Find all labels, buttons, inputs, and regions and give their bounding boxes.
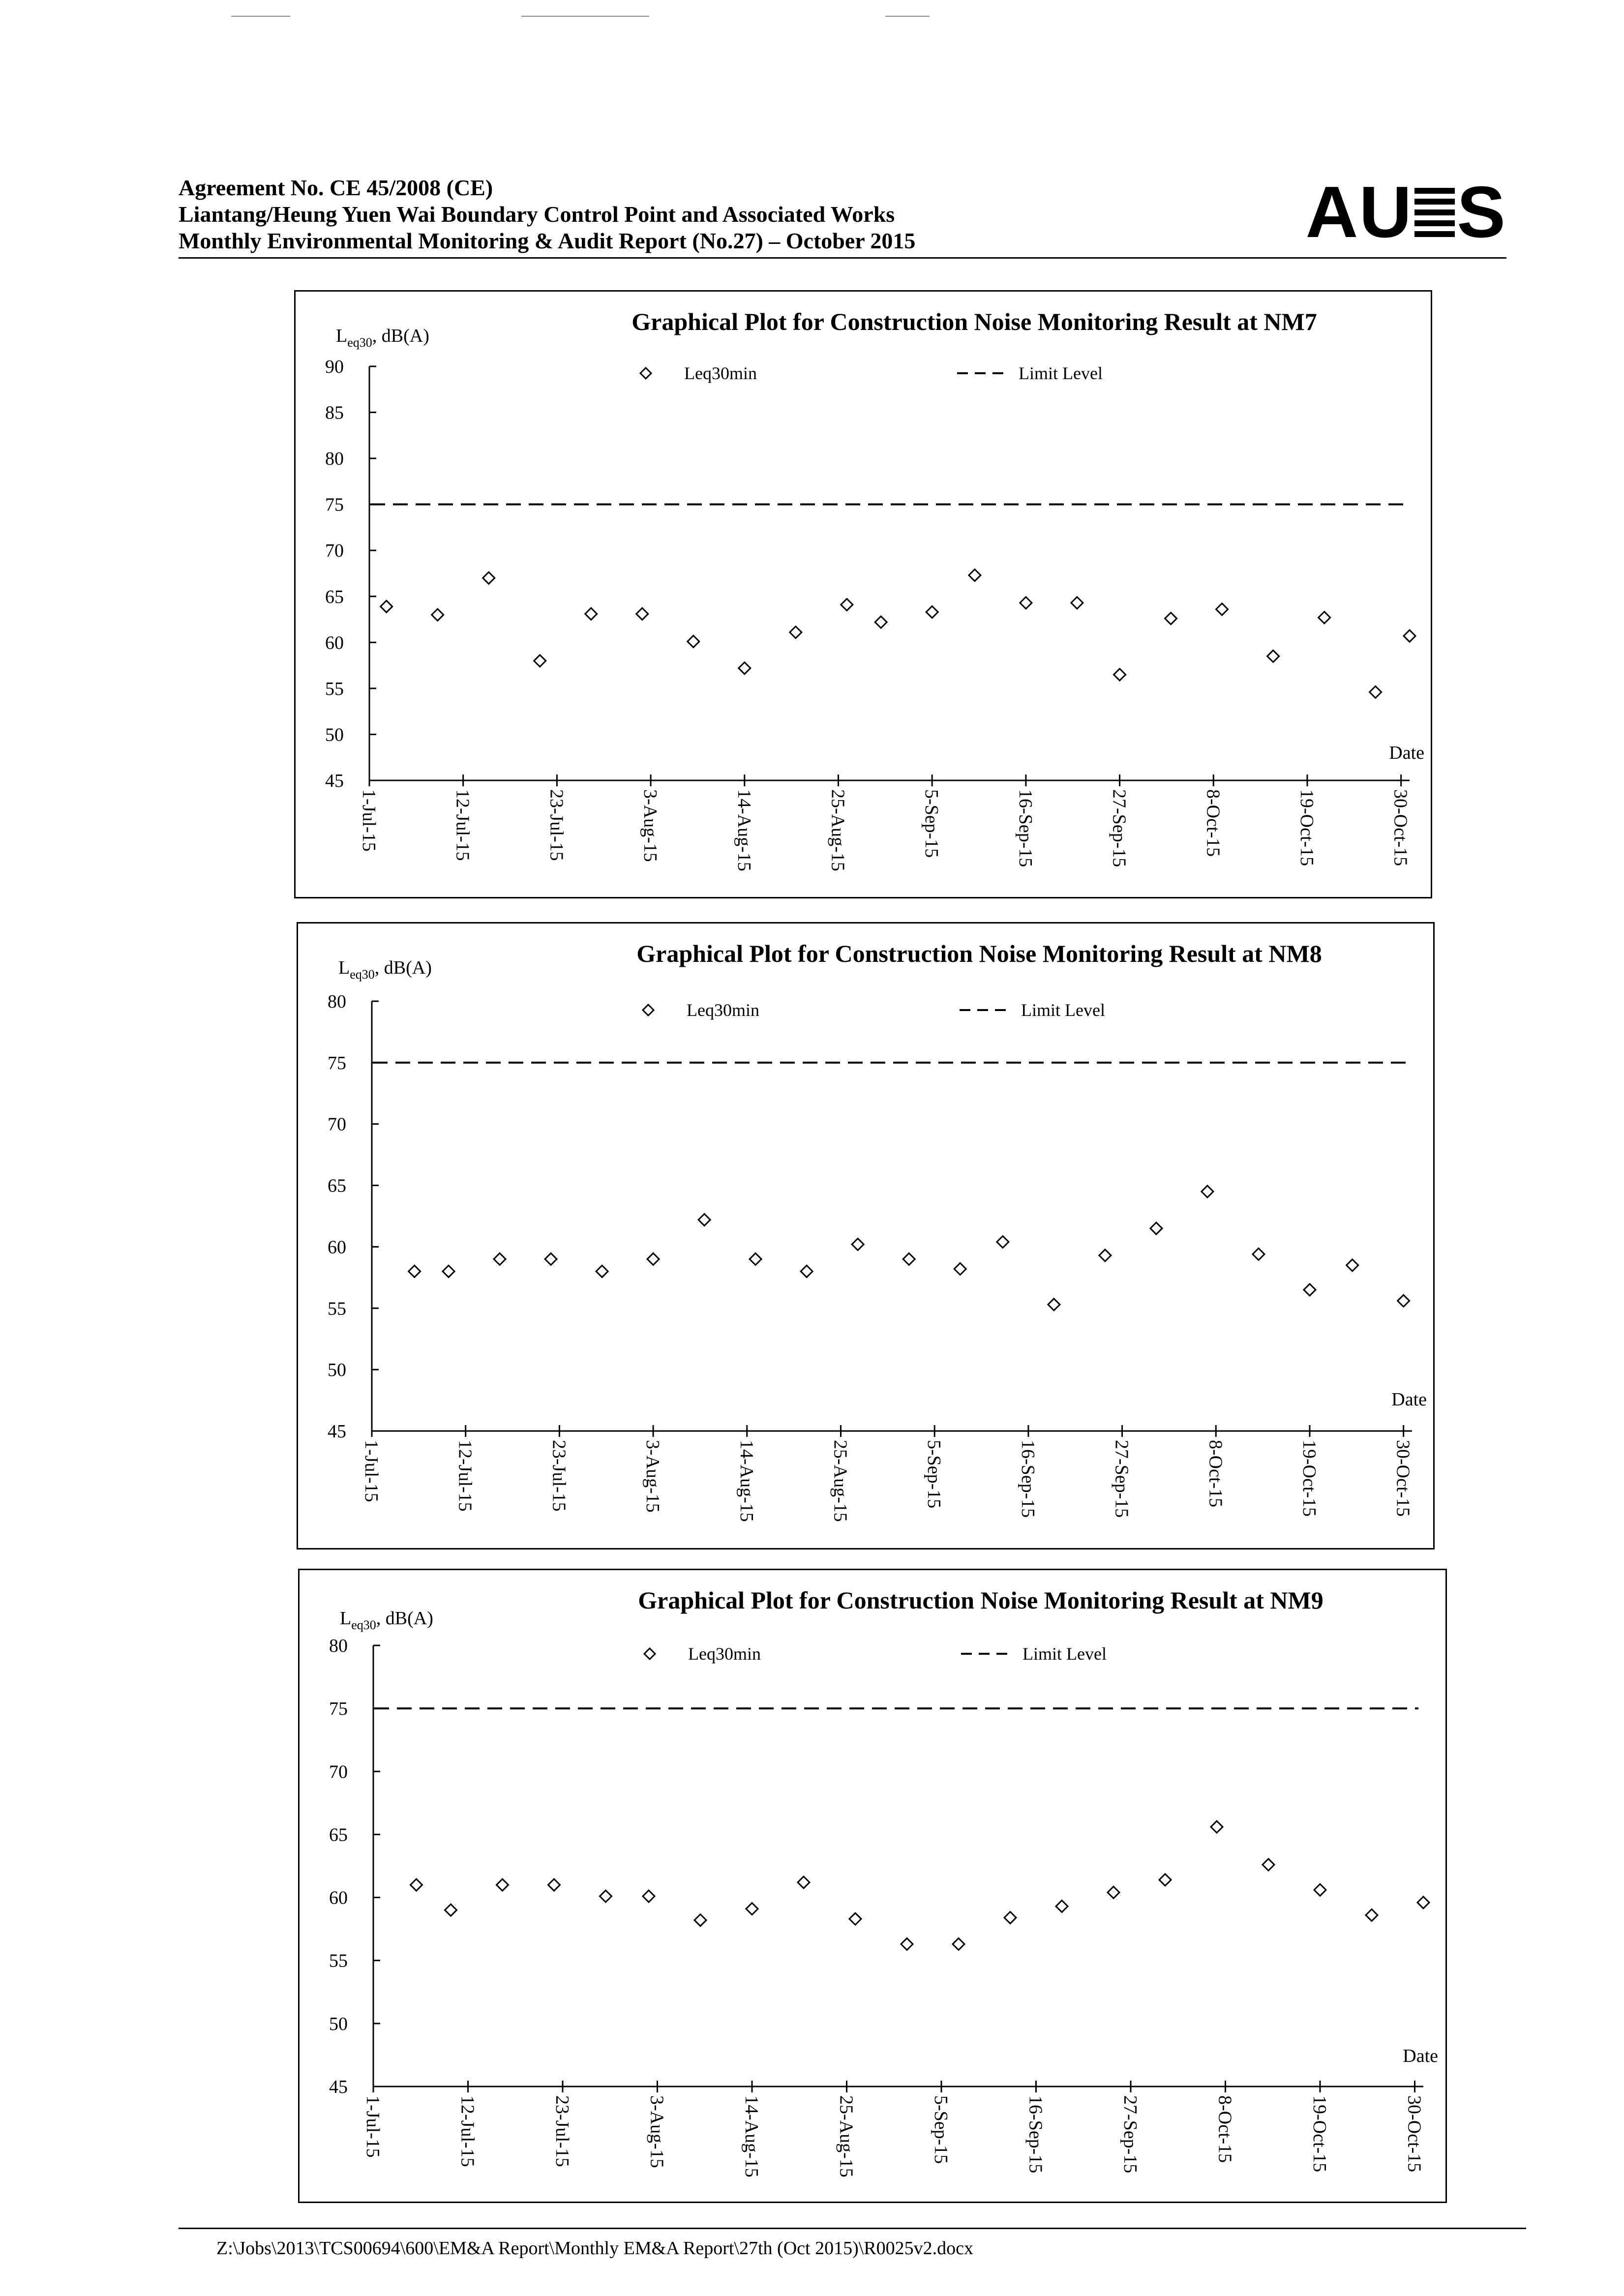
chart-nm7-svg (296, 292, 1431, 897)
data-point (841, 599, 853, 611)
legend-limit-label: Limit Level (1021, 1000, 1105, 1020)
data-point (1114, 669, 1126, 681)
y-tick-label: 65 (325, 586, 344, 607)
x-tick-label: 1-Jul-15 (362, 2095, 383, 2158)
x-axis-label: Date (1389, 743, 1424, 763)
file-path: Z:\Jobs\2013\TCS00694\600\EM&A Report\Monthly EM&A Report\27th (Oct 2015)\R0025v2.docx (216, 2238, 973, 2259)
chart-nm9 (298, 1569, 1447, 2203)
chart-nm9-svg (300, 1570, 1445, 2202)
data-point (1366, 1909, 1378, 1921)
y-tick-label: 70 (328, 1114, 346, 1135)
x-tick-label: 27-Sep-15 (1111, 1440, 1132, 1518)
data-point (1304, 1284, 1316, 1296)
y-tick-label: 60 (329, 1887, 348, 1908)
data-point (739, 662, 751, 674)
logo-striped-e (1414, 187, 1455, 237)
aues-logo: AU S (1305, 172, 1506, 253)
data-point (1108, 1886, 1119, 1898)
y-tick-label: 50 (328, 1360, 346, 1381)
x-tick-label: 19-Oct-15 (1296, 789, 1317, 866)
data-point (409, 1265, 421, 1277)
x-tick-label: 1-Jul-15 (361, 1440, 382, 1502)
scan-artifact (231, 16, 290, 17)
data-point (483, 572, 495, 584)
data-point (596, 1265, 608, 1277)
data-point (953, 1938, 964, 1950)
y-tick-label: 70 (325, 540, 344, 562)
data-point (1099, 1250, 1111, 1261)
x-tick-label: 30-Oct-15 (1390, 789, 1411, 866)
project-title: Liantang/Heung Yuen Wai Boundary Control Point and Associated Works (179, 202, 895, 227)
x-tick-label: 16-Sep-15 (1025, 2095, 1046, 2174)
x-tick-label: 19-Oct-15 (1298, 1440, 1320, 1517)
y-tick-label: 75 (329, 1699, 348, 1720)
x-tick-label: 3-Aug-15 (646, 2095, 667, 2168)
data-point (875, 616, 887, 628)
y-tick-label: 90 (325, 357, 344, 377)
data-point (1004, 1912, 1016, 1924)
x-tick-label: 25-Aug-15 (836, 2095, 857, 2177)
data-point (647, 1253, 659, 1265)
data-point (746, 1903, 758, 1915)
legend-marker-diamond (644, 1648, 655, 1659)
y-tick-label: 85 (325, 402, 344, 423)
y-tick-label: 50 (325, 724, 344, 745)
x-tick-label: 12-Jul-15 (457, 2095, 478, 2167)
data-point (1020, 597, 1032, 609)
y-tick-label: 75 (325, 494, 344, 515)
scan-artifact (885, 16, 930, 17)
y-tick-label: 45 (329, 2077, 348, 2097)
x-tick-label: 14-Aug-15 (741, 2095, 762, 2177)
x-tick-label: 25-Aug-15 (830, 1440, 851, 1522)
y-axis-label: $L_{eq30}$, dB(A) (336, 326, 429, 350)
data-point (1314, 1884, 1326, 1896)
x-tick-label: 27-Sep-15 (1120, 2095, 1141, 2174)
y-tick-label: 65 (329, 1824, 348, 1846)
data-point (1267, 650, 1279, 662)
x-tick-label: 25-Aug-15 (827, 789, 848, 871)
data-point (1319, 612, 1330, 624)
y-tick-label: 55 (328, 1298, 346, 1319)
data-point (1202, 1186, 1213, 1197)
y-tick-label: 60 (325, 632, 344, 654)
footer-rule (179, 2228, 1526, 2229)
x-tick-label: 3-Aug-15 (640, 789, 661, 862)
x-tick-label: 5-Sep-15 (931, 2095, 951, 2164)
data-point (1211, 1821, 1223, 1833)
data-point (643, 1890, 655, 1902)
y-tick-label: 55 (329, 1950, 348, 1971)
y-tick-label: 45 (325, 771, 344, 791)
chart-nm8 (297, 922, 1435, 1550)
legend-limit-label: Limit Level (1019, 363, 1103, 383)
data-point (954, 1263, 966, 1275)
x-tick-label: 8-Oct-15 (1203, 789, 1224, 857)
data-point (1165, 613, 1177, 625)
legend-limit-label: Limit Level (1023, 1644, 1107, 1664)
data-point (1048, 1299, 1060, 1311)
data-point (1417, 1897, 1429, 1908)
legend-leq-label: Leq30min (684, 363, 757, 383)
data-point (750, 1253, 761, 1265)
y-tick-label: 80 (328, 991, 346, 1012)
x-tick-label: 23-Jul-15 (546, 789, 567, 861)
data-point (798, 1877, 810, 1888)
x-tick-label: 1-Jul-15 (359, 789, 379, 852)
x-tick-label: 14-Aug-15 (733, 789, 754, 871)
header-rule (179, 257, 1506, 259)
x-tick-label: 23-Jul-15 (548, 1440, 570, 1512)
data-point (636, 608, 648, 620)
data-point (852, 1238, 864, 1250)
data-point (432, 609, 444, 621)
y-axis-label: $L_{eq30}$, dB(A) (340, 1608, 433, 1632)
data-point (903, 1253, 915, 1265)
data-point (497, 1879, 509, 1891)
y-axis-label: $L_{eq30}$, dB(A) (338, 957, 432, 982)
chart-nm8-svg (298, 924, 1433, 1548)
x-tick-label: 14-Aug-15 (736, 1440, 757, 1522)
x-tick-label: 5-Sep-15 (924, 1440, 945, 1509)
report-header (179, 172, 1506, 258)
data-point (790, 626, 802, 638)
x-tick-label: 12-Jul-15 (454, 1440, 476, 1512)
x-axis-label: Date (1403, 2046, 1438, 2066)
report-title: Monthly Environmental Monitoring & Audit Report (No.27) – October 2015 (179, 228, 916, 253)
data-point (445, 1904, 457, 1916)
data-point (1263, 1859, 1274, 1871)
data-point (1370, 686, 1382, 698)
data-point (1159, 1874, 1171, 1886)
legend-leq-label: Leq30min (688, 1644, 761, 1664)
x-tick-label: 27-Sep-15 (1109, 789, 1130, 867)
x-tick-label: 8-Oct-15 (1214, 2095, 1235, 2163)
data-point (545, 1253, 557, 1265)
x-tick-label: 16-Sep-15 (1017, 1440, 1038, 1518)
chart-title: Graphical Plot for Construction Noise Monitoring Result at NM8 (636, 940, 1322, 967)
x-tick-label: 30-Oct-15 (1392, 1440, 1413, 1517)
data-point (600, 1890, 612, 1902)
data-point (548, 1879, 560, 1891)
data-point (997, 1236, 1009, 1248)
data-point (1398, 1295, 1410, 1307)
data-point (494, 1253, 506, 1265)
data-point (443, 1265, 454, 1277)
data-point (1216, 603, 1228, 615)
x-tick-label: 8-Oct-15 (1205, 1440, 1226, 1508)
x-tick-label: 30-Oct-15 (1404, 2095, 1425, 2173)
data-point (688, 635, 699, 647)
x-tick-label: 12-Jul-15 (452, 789, 473, 861)
data-point (1404, 630, 1415, 642)
data-point (1347, 1259, 1358, 1271)
y-tick-label: 80 (325, 448, 344, 470)
y-tick-label: 60 (328, 1237, 346, 1258)
y-tick-label: 45 (328, 1421, 346, 1442)
data-point (381, 600, 392, 612)
data-point (1150, 1223, 1162, 1234)
data-point (1253, 1248, 1264, 1260)
data-point (694, 1914, 706, 1926)
chart-nm7 (294, 290, 1432, 898)
x-tick-label: 5-Sep-15 (921, 789, 942, 858)
y-tick-label: 80 (329, 1636, 348, 1656)
x-tick-label: 19-Oct-15 (1309, 2095, 1330, 2173)
data-point (926, 606, 938, 618)
legend-leq-label: Leq30min (687, 1000, 759, 1020)
x-axis-label: Date (1391, 1389, 1427, 1410)
data-point (411, 1879, 422, 1891)
scan-artifact (521, 16, 649, 17)
y-tick-label: 70 (329, 1761, 348, 1783)
data-point (969, 569, 981, 581)
data-point (1056, 1901, 1068, 1912)
data-point (585, 608, 597, 620)
agreement-number: Agreement No. CE 45/2008 (CE) (179, 175, 493, 200)
data-point (801, 1265, 812, 1277)
data-point (849, 1913, 861, 1925)
chart-title: Graphical Plot for Construction Noise Monitoring Result at NM9 (638, 1586, 1323, 1614)
data-point (534, 655, 546, 667)
chart-title: Graphical Plot for Construction Noise Monitoring Result at NM7 (632, 308, 1317, 335)
y-tick-label: 75 (328, 1052, 346, 1073)
legend-marker-diamond (640, 368, 651, 379)
y-tick-label: 55 (325, 678, 344, 699)
x-tick-label: 16-Sep-15 (1015, 789, 1036, 867)
x-tick-label: 3-Aug-15 (642, 1440, 663, 1513)
y-tick-label: 50 (329, 2013, 348, 2034)
legend-marker-diamond (643, 1005, 654, 1015)
x-tick-label: 23-Jul-15 (552, 2095, 572, 2167)
data-point (698, 1214, 710, 1225)
data-point (901, 1938, 913, 1950)
y-tick-label: 65 (328, 1175, 346, 1196)
data-point (1071, 597, 1083, 609)
